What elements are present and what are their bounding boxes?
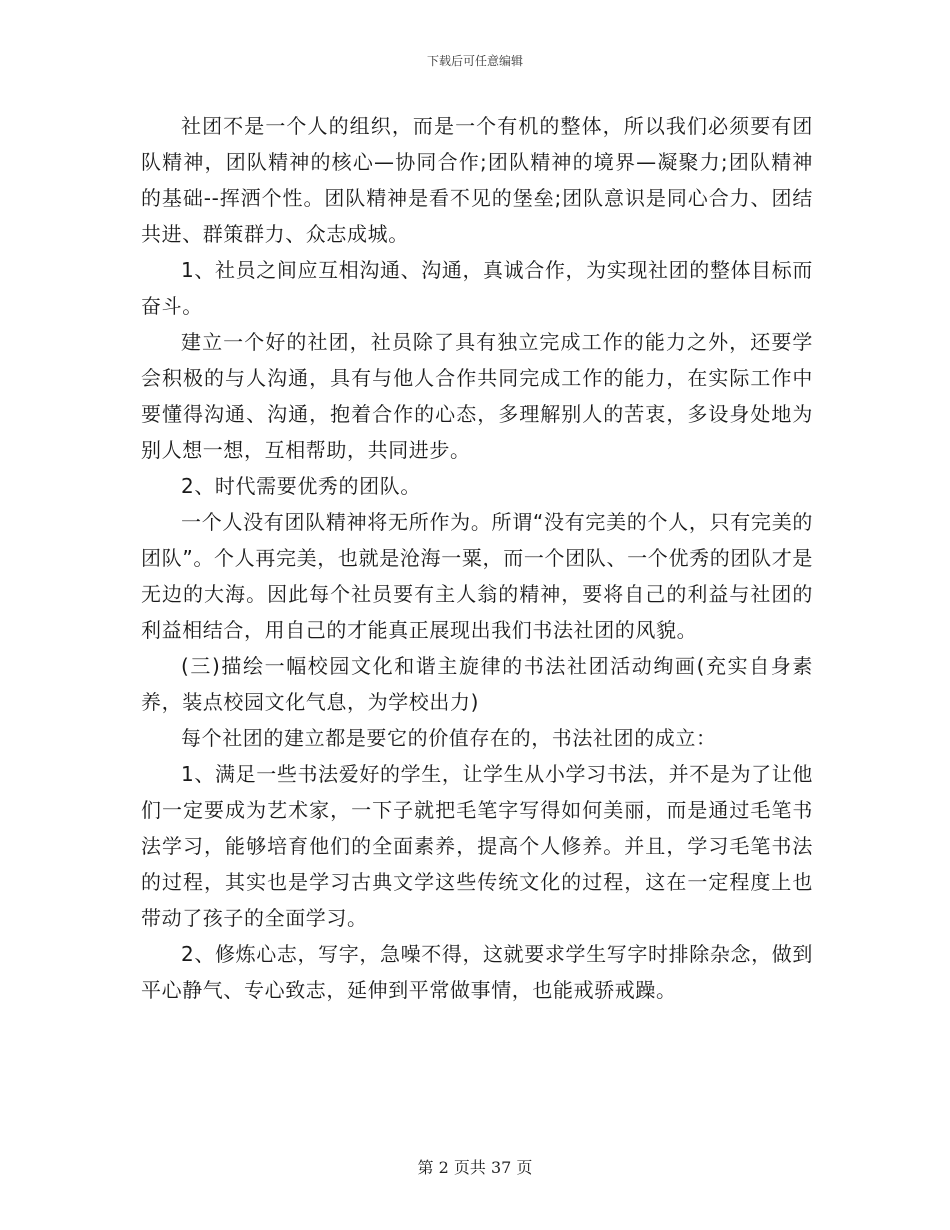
paragraph-no-team-spirit: 一个人没有团队精神将无所作为。所谓“没有完美的个人，只有完美的团队”。个人再完美，也就是沧海一粟，而一个团队、一个优秀的团队才是无边的大海。因此每个社员要有主人翁的精神，要将自己的利益与社团的利益相结合，用自己的才能真正展现出我们书法社团的风貌。 xyxy=(141,510,813,642)
paragraph-team-spirit: 社团不是一个人的组织，而是一个有机的整体，所以我们必须要有团队精神，团队精神的核心—协同合作;团队精神的境界—凝聚力;团队精神的基础--挥洒个性。团队精神是看不见的堡垒;团队意识是同心合力、团结共进、群策群力、众志成城。 xyxy=(141,114,813,246)
paragraph-point-1-calligraphy: 1、满足一些书法爱好的学生，让学生从小学习书法，并不是为了让他们一定要成为艺术家，一下子就把毛笔字写得如何美丽，而是通过毛笔书法学习，能够培育他们的全面素养，提高个人修养。并且，学习毛笔书法的过程，其实也是学习古典文学这些传统文化的过程，这在一定程度上也带动了孩子的全面学习。 xyxy=(141,762,813,930)
document-body xyxy=(141,108,813,1008)
paragraph-section-three-heading: (三)描绘一幅校园文化和谐主旋律的书法社团活动绚画(充实自身素养，装点校园文化气息，为学校出力) xyxy=(141,654,813,714)
paragraph-build-good-club: 建立一个好的社团，社员除了具有独立完成工作的能力之外，还要学会积极的与人沟通，具有与他人合作共同完成工作的能力，在实际工作中要懂得沟通、沟通，抱着合作的心态，多理解别人的苦衷，多设身处地为别人想一想，互相帮助，共同进步。 xyxy=(141,330,813,462)
paragraph-point-1-communication: 1、社员之间应互相沟通、沟通，真诚合作，为实现社团的整体目标而奋斗。 xyxy=(141,258,813,318)
page-header: 下载后可任意编辑 xyxy=(426,54,523,68)
page-footer-page-number: 第 2 页共 37 页 xyxy=(417,1158,533,1177)
paragraph-point-2-excellent-team: 2、时代需要优秀的团队。 xyxy=(181,474,421,498)
paragraph-point-2-cultivate-mind: 2、修炼心志，写字，急噪不得，这就要求学生写字时排除杂念，做到平心静气、专心致志，延伸到平常做事情，也能戒骄戒躁。 xyxy=(141,942,813,1002)
paragraph-club-value: 每个社团的建立都是要它的价值存在的，书法社团的成立： xyxy=(181,726,717,750)
